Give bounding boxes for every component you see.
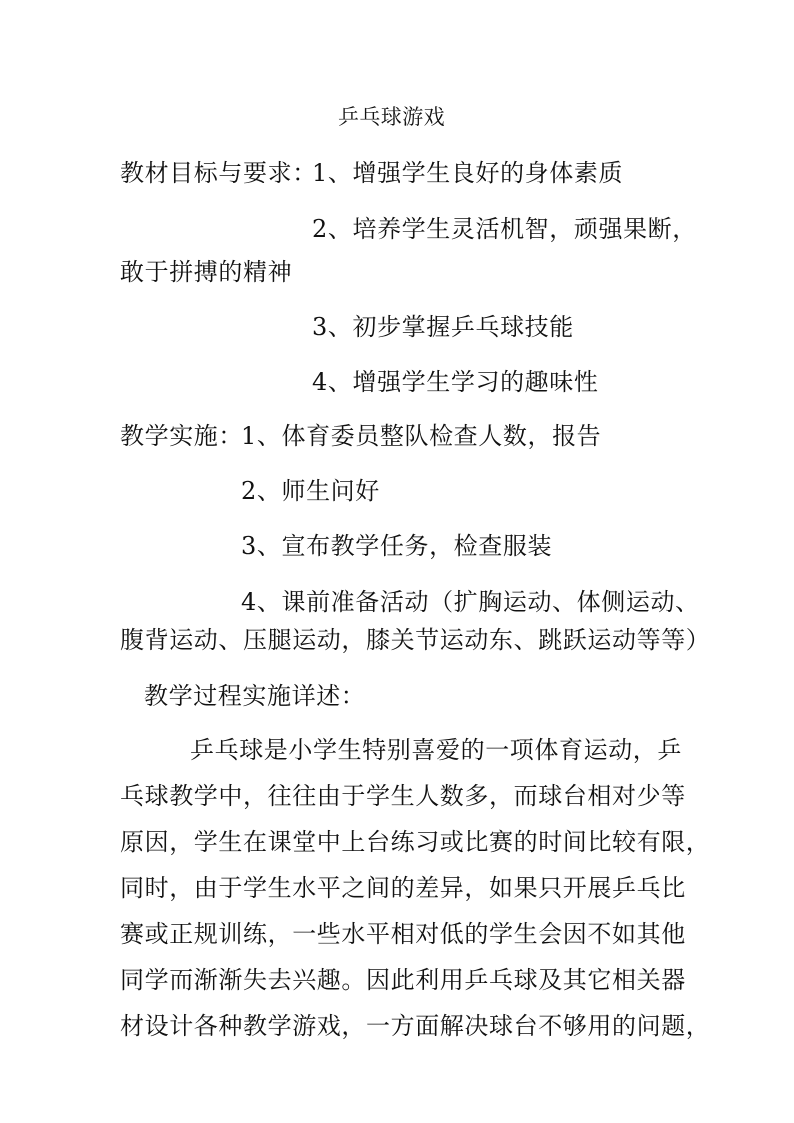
- implementation-item-2: 2、师生问好: [241, 477, 380, 505]
- objectives-heading: 教材目标与要求：: [120, 159, 317, 187]
- implementation-item-4-continued: 腹背运动、压腿运动，膝关节运动东、跳跃运动等等）: [120, 626, 711, 654]
- objective-item-2-continued: 敢于拼搏的精神: [120, 258, 293, 286]
- implementation-item-4: 4、课前准备活动（扩胸运动、体侧运动、: [241, 588, 700, 616]
- objective-item-1: 1、增强学生良好的身体素质: [312, 159, 624, 187]
- implementation-item-1: 1、体育委员整队检查人数，报告: [241, 422, 602, 450]
- paragraph-line: 原因，学生在课堂中上台练习或比赛的时间比较有限，: [120, 828, 711, 856]
- implementation-heading: 教学实施：: [120, 422, 243, 450]
- implementation-item-3: 3、宣布教学任务，检查服装: [241, 532, 553, 560]
- objective-item-4: 4、增强学生学习的趣味性: [312, 368, 599, 396]
- paragraph-line: 同时，由于学生水平之间的差异，如果只开展乒乓比: [120, 874, 686, 902]
- document-title: 乒乓球游戏: [338, 105, 445, 129]
- paragraph-line: 赛或正规训练，一些水平相对低的学生会因不如其他: [120, 920, 686, 948]
- paragraph-line: 材设计各种教学游戏，一方面解决球台不够用的问题，: [120, 1012, 711, 1040]
- objective-item-3: 3、初步掌握乒乓球技能: [312, 313, 574, 341]
- process-heading: 教学过程实施详述：: [144, 682, 366, 710]
- paragraph-line: 乒乓球是小学生特别喜爱的一项体育运动，乒: [190, 736, 682, 764]
- objective-item-2: 2、培养学生灵活机智，顽强果断，: [312, 215, 697, 243]
- paragraph-line: 同学而渐渐失去兴趣。因此利用乒乓球及其它相关器: [120, 966, 686, 994]
- paragraph-line: 乓球教学中，往往由于学生人数多，而球台相对少等: [120, 782, 686, 810]
